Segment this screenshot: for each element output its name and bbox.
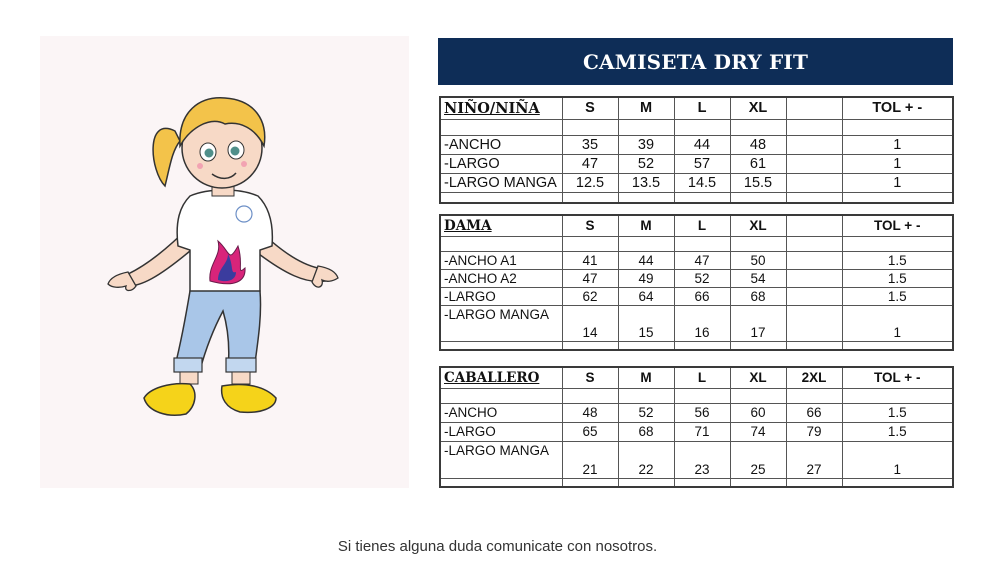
cell-value: 79 [786,422,842,441]
cell-value: 47 [562,154,618,173]
table-header-row [440,215,953,236]
table-row [440,251,953,269]
cell-value: 35 [562,135,618,154]
size-table-ninos [439,96,954,204]
column-header: L [674,367,730,388]
cell-value: 54 [730,269,786,287]
section-title: DAMA [440,215,562,236]
column-header: 2XL [786,367,842,388]
row-label: -ANCHO A1 [440,251,562,269]
spacer-row [440,236,953,251]
spacer-row [440,478,953,487]
column-header: M [618,97,674,119]
column-header: TOL + - [842,367,953,388]
spacer-row [440,388,953,403]
cell-value: 50 [730,251,786,269]
column-header [786,97,842,119]
table-row [440,135,953,154]
row-label: -LARGO [440,287,562,305]
table-row [440,269,953,287]
cell-value: 47 [562,269,618,287]
cell-value: 16 [674,305,730,341]
cell-value: 1 [842,173,953,192]
cell-value: 47 [674,251,730,269]
cell-value: 57 [674,154,730,173]
cell-value: 15.5 [730,173,786,192]
column-header: L [674,97,730,119]
cell-value: 41 [562,251,618,269]
column-header: TOL + - [842,215,953,236]
table-row [440,422,953,441]
spacer-row [440,341,953,350]
cell-value: 60 [730,403,786,422]
table-row [440,287,953,305]
cell-value: 56 [674,403,730,422]
cell-value [786,154,842,173]
cell-value: 52 [618,403,674,422]
row-label: -LARGO MANGA [440,305,562,341]
row-label: -ANCHO [440,135,562,154]
column-header: S [562,367,618,388]
cell-value: 27 [786,441,842,478]
column-header: TOL + - [842,97,953,119]
cell-value: 14.5 [674,173,730,192]
cell-value: 64 [618,287,674,305]
table-row [440,154,953,173]
cell-value [786,173,842,192]
column-header: XL [730,97,786,119]
cell-value: 61 [730,154,786,173]
cell-value: 68 [730,287,786,305]
cell-value: 48 [562,403,618,422]
row-label: -LARGO MANGA [440,441,562,478]
cell-value: 49 [618,269,674,287]
cell-value: 74 [730,422,786,441]
table-row [440,403,953,422]
girl-figure-icon [40,36,409,488]
cell-value: 1.5 [842,403,953,422]
column-header: S [562,215,618,236]
cell-value: 1 [842,154,953,173]
table-header-row [440,367,953,388]
cell-value: 39 [618,135,674,154]
cell-value: 52 [618,154,674,173]
cell-value: 13.5 [618,173,674,192]
column-header: M [618,367,674,388]
row-label: -LARGO [440,422,562,441]
cell-value: 44 [674,135,730,154]
table-header-row [440,97,953,119]
cell-value: 62 [562,287,618,305]
cell-value: 25 [730,441,786,478]
cell-value: 66 [674,287,730,305]
cell-value: 15 [618,305,674,341]
cell-value: 65 [562,422,618,441]
row-label: -ANCHO A2 [440,269,562,287]
cell-value [786,135,842,154]
table-row [440,305,953,341]
cell-value: 44 [618,251,674,269]
cell-value [786,287,842,305]
cell-value: 52 [674,269,730,287]
section-title: NIÑO/NIÑA [440,97,562,119]
table-row [440,441,953,478]
cell-value: 23 [674,441,730,478]
cell-value [786,305,842,341]
spacer-row [440,192,953,203]
cell-value: 22 [618,441,674,478]
cell-value: 1 [842,441,953,478]
column-header: M [618,215,674,236]
cell-value: 14 [562,305,618,341]
cell-value [786,269,842,287]
cell-value: 1 [842,305,953,341]
cell-value: 68 [618,422,674,441]
cell-value: 17 [730,305,786,341]
cell-value: 1.5 [842,269,953,287]
column-header: S [562,97,618,119]
cell-value: 1.5 [842,422,953,441]
contact-note: Si tienes alguna duda comunicate con nosotros. [337,538,658,555]
row-label: -LARGO MANGA [440,173,562,192]
size-table-caballero [439,366,954,488]
size-table-dama [439,214,954,351]
cell-value: 71 [674,422,730,441]
spacer-row [440,119,953,135]
column-header [786,215,842,236]
cell-value: 66 [786,403,842,422]
cell-value: 1 [842,135,953,154]
cell-value: 1.5 [842,287,953,305]
column-header: L [674,215,730,236]
girl-illustration [40,36,409,488]
row-label: -ANCHO [440,403,562,422]
page-title: CAMISETA DRY FIT [438,38,953,85]
table-row [440,173,953,192]
cell-value: 21 [562,441,618,478]
cell-value: 48 [730,135,786,154]
cell-value [786,251,842,269]
column-header: XL [730,367,786,388]
column-header: XL [730,215,786,236]
cell-value: 12.5 [562,173,618,192]
row-label: -LARGO [440,154,562,173]
cell-value: 1.5 [842,251,953,269]
section-title: CABALLERO [440,367,562,388]
